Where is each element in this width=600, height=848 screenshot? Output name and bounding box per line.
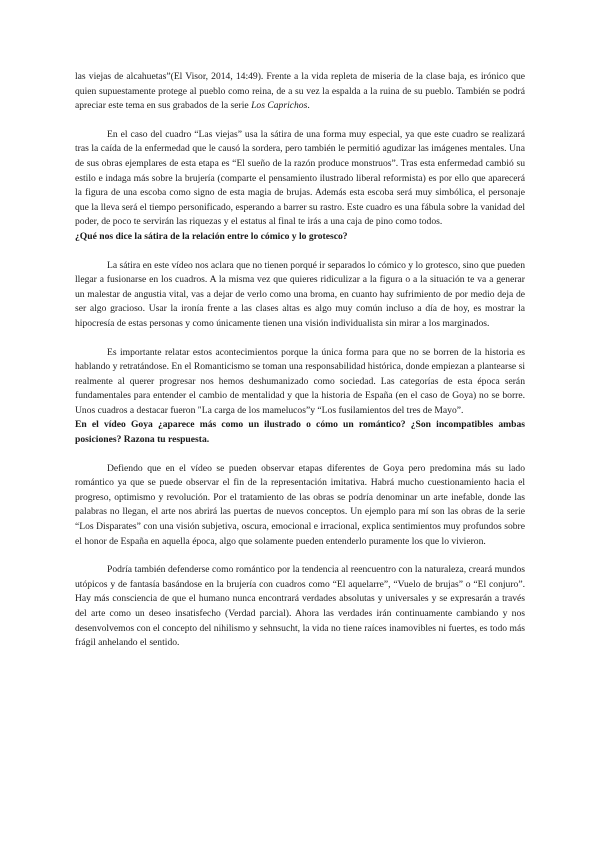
section-heading-goya: En el vídeo Goya ¿aparece más como un ilustrado o cómo un romántico? ¿Son incompatibles ambas posiciones? Razona tu respuesta. (75, 419, 525, 446)
paragraph-lado-romantico: Defiendo que en el vídeo se pueden observar etapas diferentes de Goya pero predomina más su lado romántico ya que se puede observar el fin de la representación imitativa. Habrá mucho cuestionamiento hacia el progreso, optimismo y revolución. Por el tratamiento de las obras se podría denominar un arte inefable, donde las palabras no llegan, el arte nos abrirá las puertas de nuevos conceptos. Un ejemplo para mí son las obras de la serie “Los Disparates” con una visión subjetiva, oscura, emocional e irracional, explica sentimientos muy profundos sobre el honor de España en aquella época, algo que solamente pueden entenderlo puramente los que lo vivieron. (75, 462, 525, 547)
paragraph-satira-comico: La sátira en este vídeo nos aclara que no tienen porqué ir separados lo cómico y lo grotesco, sino que pueden llegar a fusionarse en los cuadros. A la misma vez que quieres ridiculizar a la figura o a la situación te va a generar un malestar de angustia vital, vas a dejar de verlo como una broma, en cuanto hay sufrimiento de por medio deja de ser algo gracioso. Usar la ironía frente a las clases altas es algo muy común incluso a día de hoy, es mostrar la hipocresía de estas personas y como únicamente tienen una visión individualista sin mirar a los marginados. (75, 259, 525, 329)
paragraph-las-viejas: En el caso del cuadro “Las viejas” usa la sátira de una forma muy especial, ya que este cuadro se realizará tras la caída de la enfermedad que le causó la sordera, pero también le permitió agudizar las imágenes mentales. Una de sus obras ejemplares de esta etapa es “El sueño de la razón produce monstruos”. Tras esta enfermedad cambió su estilo e indaga más sobre la brujería (comparte el pensamiento ilustrado liberal reformista) es por ello que aparecerá la figura de una escoba como signo de esta magia de brujas. Además esta escoba será muy simbólica, el personaje que la lleva será el tiempo personificado, esperando a barrer su rastro. Este cuadro es una fábula sobre la vanidad del poder, de poco te servirán las riquezas y el estatus al final te irás a una caja de pino como todos. (75, 128, 525, 228)
series-title-italic: Los Caprichos (251, 100, 308, 112)
paragraph-text-end: . (307, 100, 310, 112)
section-heading-satira: ¿Qué nos dice la sátira de la relación entre lo cómico y lo grotesco? (75, 230, 348, 242)
paragraph-continuation (75, 70, 525, 114)
paragraph-naturaleza-brujeria: Podría también defenderse como romántico por la tendencia al reencuentro con la naturaleza, creará mundos utópicos y de fantasía basándose en la brujería con cuadros como “El aquelarre”, “Vuelo de brujas” o “El conjuro”. Hay más consciencia de que el humano nunca encontrará verdades absolutas y universales y se expresarán a través del arte como un deseo insatisfecho (Verdad parcial). Ahora las verdades irán continuamente cambiando y nos desenvolvemos con el concepto del nihilismo y sehnsucht, la vida no tiene raíces inamovibles ni fuertes, es todo más frágil anhelando el sentido. (75, 564, 525, 649)
document-page (75, 70, 525, 651)
paragraph-importancia-historica: Es importante relatar estos acontecimientos porque la única forma para que no se borren de la historia es hablando y retratándose. En el Romanticismo se toman una responsabilidad histórica, donde empiezan a plantearse si realmente al querer progresar nos hemos deshumanizado como sociedad. Las categorías de esta época serán fundamentales para entender el cambio de mentalidad y que la historia de España (en el caso de Goya) no se borre. Unos cuadros a destacar fueron "La carga de los mamelucos”y “Los fusilamientos del tres de Mayo”. (75, 346, 525, 416)
paragraph-text: las viejas de alcahuetas”(El Visor, 2014, 14:49). Frente a la vida repleta de miseria de la clase baja, es irónico que quien supuestamente protege al pueblo como reina, de a su vez la espalda a la ruina de su pueblo. También se podrá apreciar este tema en sus grabados de la serie (75, 71, 525, 112)
